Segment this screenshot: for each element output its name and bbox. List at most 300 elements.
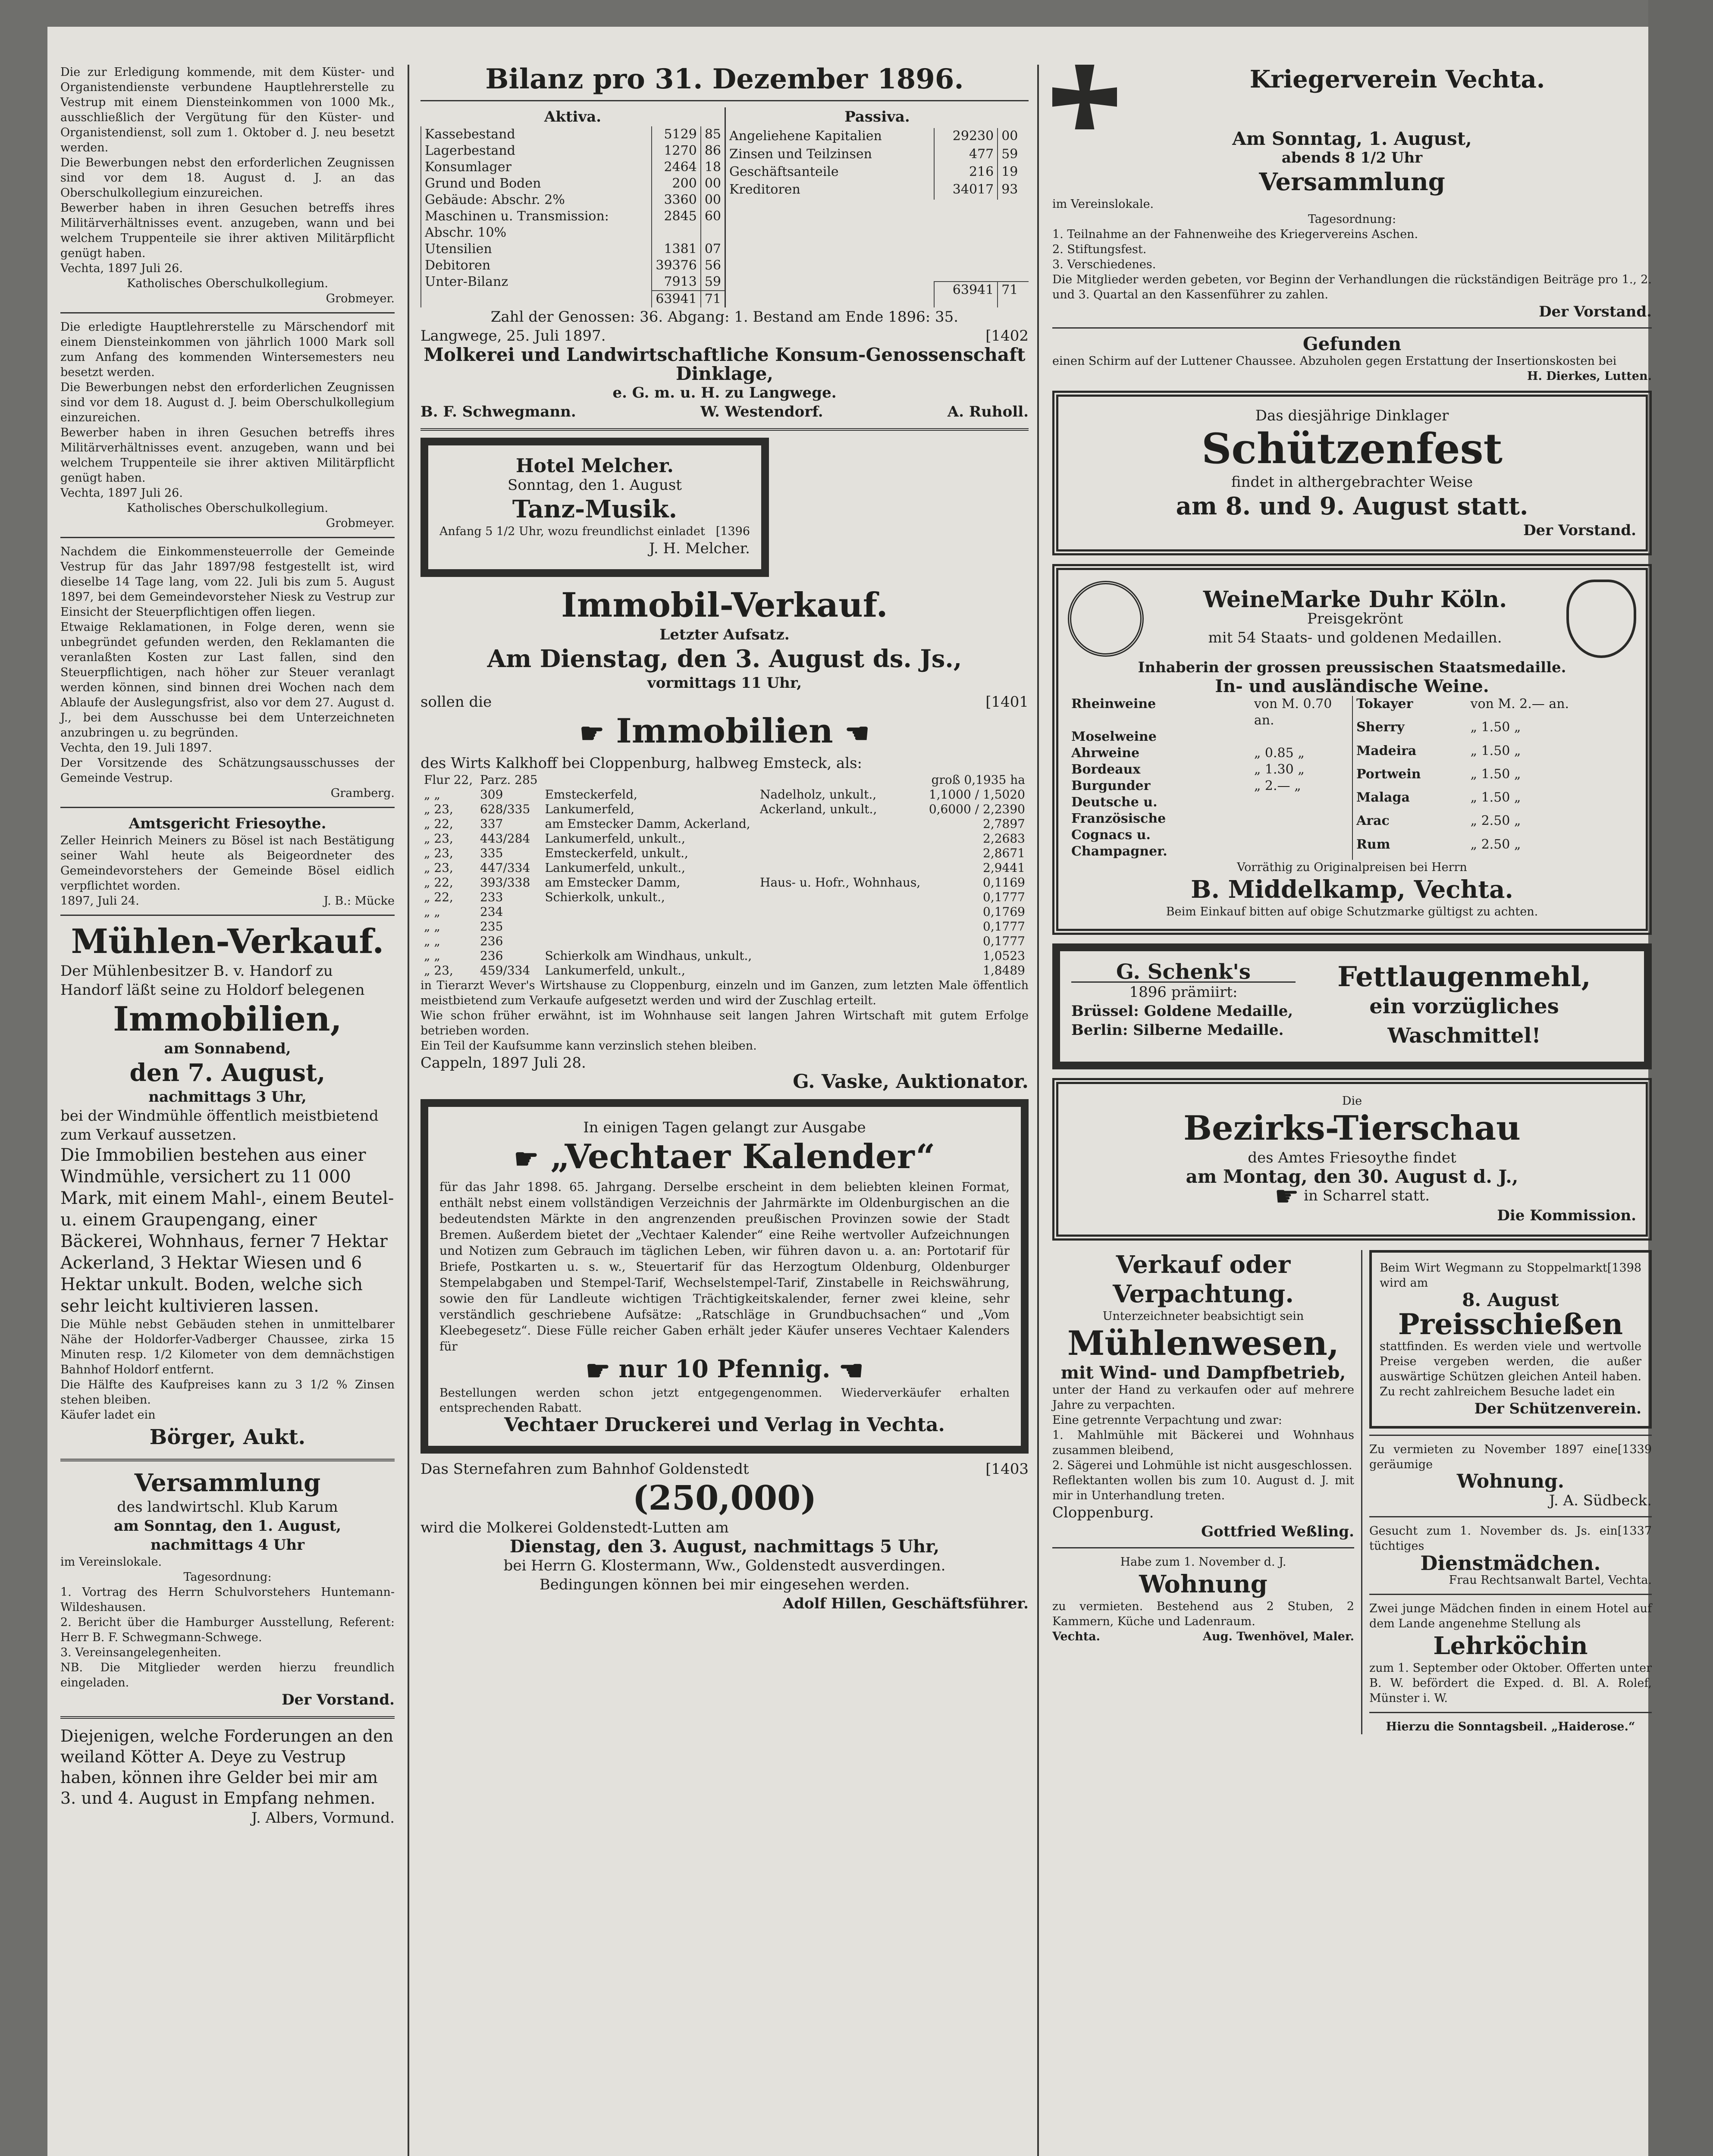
parcel-name: Lankumerfeld,: [545, 802, 634, 816]
parcel-size: 1,0523: [983, 948, 1025, 963]
ad-title: Verkauf oder: [1116, 1250, 1291, 1279]
ad-text: 1896 prämiirt:: [1129, 984, 1238, 1001]
ad-text: sollen die: [420, 693, 492, 711]
ad-text: Die Mitglieder werden gebeten, vor Beginn der Verhandlungen die rückständigen Beiträge pro 1., 2. und 3. Quartal an den Kassenführer zu zahlen.: [1052, 273, 1652, 301]
bilanz-place: Langwege, 25. Juli 1897.: [420, 327, 606, 345]
parcel-name: [541, 905, 756, 919]
parcel-kind: [756, 773, 925, 787]
parcel-parz: 443/284: [480, 831, 530, 846]
bilanz-row: [421, 208, 725, 241]
agenda-title: Tagesordnung:: [183, 1570, 272, 1584]
parcel-size: 0,1169: [983, 875, 1025, 890]
ad-time: nachmittags 3 Uhr,: [148, 1088, 307, 1106]
ad-text: bei der Windmühle öffentlich meistbietend zum Verkauf aussetzen.: [60, 1107, 379, 1144]
parcel-row: [420, 934, 1029, 949]
ad-signature: Der Vorstand.: [1539, 303, 1652, 320]
bilanz-label: Kreditoren: [725, 182, 934, 199]
ad-text: stattfinden. Es werden viele und wertvolle Preise vergeben werden, die außer auswärtige Schützen gleichen Anteil haben. Zu recht zahlreichem Besuche ladet ein: [1380, 1340, 1641, 1398]
ad-title: Mühlen-Verkauf.: [71, 922, 384, 961]
ad-sub: mit 54 Staats- und goldenen Medaillen.: [1208, 629, 1502, 646]
ad-text: Die Immobilien bestehen aus einer Windmühle, versichert zu 11 000 Mark, mit einem Mahl-, einem Beutel- u. einem Graupengang, einer Bäckerei, Wohnhaus, ferner 7 Hektar Ackerland, 3 Hektar Wiesen und 6 Hektar unkult. Boden, welche sich sehr leicht kultivieren lassen.: [60, 1145, 394, 1316]
ad-text: findet in althergebrachter Weise: [1231, 473, 1473, 491]
bilanz-pf: 00: [701, 175, 725, 192]
bilanz-org: Molkerei und Landwirtschaftliche Konsum-Genossenschaft Dinklage,: [424, 344, 1026, 384]
ad-ref: [1398: [1607, 1261, 1641, 1275]
ad-day: am Sonnabend,: [164, 1040, 291, 1057]
ad-slogan: ein vorzügliches Waschmittel!: [1369, 994, 1559, 1048]
aktiva-total: 63941: [652, 291, 700, 307]
ad-text: unter der Hand zu verkaufen oder auf mehrere Jahre zu verpachten.: [1052, 1383, 1354, 1412]
wine-price: von M. 0.70 an.: [1254, 696, 1332, 728]
parcel-kind: Ackerland, unkult.,: [760, 802, 877, 816]
parcel-name: am Emstecker Damm, Ackerland,: [545, 816, 750, 831]
parcel-kind: [756, 949, 925, 963]
wine-price: „ 2.— „: [1254, 778, 1301, 793]
ad-signature: Der Vorstand.: [282, 1691, 395, 1708]
ad-sub: des Amtes Friesoythe findet: [1248, 1149, 1456, 1166]
bilanz-mark: 7913: [652, 274, 700, 291]
bilanz-row: [725, 146, 1029, 164]
bilanz-aktiva: [420, 107, 725, 307]
bilanz-pf: 56: [701, 257, 725, 274]
ad-title: Hotel Melcher.: [516, 455, 674, 477]
pointing-hand-icon: ☛: [514, 1143, 539, 1175]
parcel-kind: [756, 817, 925, 831]
notice-signature: J. Albers, Vormund.: [251, 1809, 395, 1827]
parcel-row: [420, 831, 1029, 846]
ad-text: zu vermieten. Bestehend aus 2 Stuben, 2 Kammern, Küche und Ladenraum.: [1052, 1600, 1354, 1628]
bilanz-row: [421, 192, 725, 208]
wine-row: [1068, 827, 1352, 860]
ad-place: im Vereinslokale.: [1052, 197, 1154, 211]
ad-text: in Tierarzt Wever's Wirtshause zu Cloppenburg, einzeln und im Ganzen, zum letzten Male öffentlich meistbietend zum Verkaufe aufgesetzt werden und wird der Zuschlag erteilt.: [420, 978, 1029, 1007]
ad-text: Beim Wirt Wegmann zu Stoppelmarkt wird am: [1380, 1261, 1607, 1290]
ad-place: Cappeln, 1897 Juli 28.: [420, 1054, 586, 1072]
bilanz-signature: W. Westendorf.: [700, 403, 823, 420]
ad-intro: In einigen Tagen gelangt zur Ausgabe: [583, 1119, 866, 1136]
bilanz-label: Unter-Bilanz: [421, 274, 652, 291]
bilanz-label: Konsumlager: [421, 159, 652, 175]
notice-title: Amtsgericht Friesoythe.: [129, 815, 326, 832]
ad-signature: Frau Rechtsanwalt Bartel, Vechta.: [1449, 1573, 1652, 1587]
ad-schenk: [1052, 943, 1652, 1069]
ad-sub: Preisgekrönt: [1307, 610, 1403, 627]
ad-signature: J. A. Südbeck.: [1549, 1492, 1652, 1509]
notice-text: Etwaige Reklamationen, in Folge deren, wenn sie unbegründet gefunden werden, den Reklamanten die veranlaßten Kosten zur Last fallen, sind den Steuerpflichtigen, nach höher zur Steuer veranlagt werden können, sind binnen drei Wochen nach dem Ablaufe der Auslegungsfrist, also vor dem 27. August d. J., bei dem Ausschusse bei dem Unterzeichneten anzubringen u. zu begründen.: [60, 620, 395, 740]
ad-award: Berlin: Silberne Medaille.: [1071, 1022, 1284, 1039]
ad-signature: G. Vaske, Auktionator.: [793, 1070, 1029, 1093]
ad-ref: [1396: [715, 525, 750, 538]
bilanz-pf: 19: [998, 164, 1029, 182]
bilanz-mark: 477: [934, 146, 998, 164]
parcel-row: [420, 963, 1029, 978]
ad-text: Der Mühlenbesitzer B. v. Handorf zu Handorf läßt seine zu Holdorf belegenen: [60, 962, 365, 999]
wine-price: „ 2.50 „: [1470, 813, 1521, 829]
wine-name: Rheinweine: [1071, 696, 1156, 711]
divider: [1052, 327, 1652, 329]
bilanz-row: [725, 164, 1029, 182]
wine-name: Portwein: [1356, 766, 1421, 782]
notice-place: Vechta, den 19. Juli 1897.: [60, 741, 212, 755]
divider: [1369, 1435, 1652, 1436]
ad-text: wird die Molkerei Goldenstedt-Lutten am: [420, 1519, 729, 1537]
ad-ref: [1337: [1617, 1524, 1652, 1538]
ad-headline: Immobilien,: [113, 1000, 342, 1039]
parcel-size: 0,1777: [983, 919, 1025, 934]
wine-price: „ 1.50 „: [1470, 743, 1521, 758]
ad-sub: In- und ausländische Weine.: [1215, 676, 1489, 696]
notice-place: Vechta, 1897 Juli 26.: [60, 262, 183, 275]
coat-of-arms-icon: [1566, 580, 1636, 658]
bilanz-mark: 5129: [652, 126, 700, 143]
ad-title: Gefunden: [1302, 333, 1402, 354]
parcel-size: 2,9441: [983, 860, 1025, 875]
ad-headline: [420, 711, 1029, 754]
notice-signature: Der Vorsitzende des Schätzungsausschusses der Gemeinde Vestrup.: [60, 756, 395, 785]
pointing-hand-icon: ☛: [585, 1354, 610, 1387]
bilanz-label: Angeliehene Kapitalien: [725, 128, 934, 146]
ad-place: im Vereinslokale.: [60, 1555, 162, 1569]
parcel-size: 1,1000 / 1,5020: [929, 787, 1025, 802]
ad-title: Bezirks-Tierschau: [1183, 1109, 1521, 1148]
ad-headline: (250,000): [632, 1479, 817, 1518]
bilanz-label: Zinsen und Teilzinsen: [725, 146, 934, 164]
parcel-row: [420, 905, 1029, 919]
ad-date: Am Dienstag, den 3. August ds. Js.,: [487, 645, 962, 673]
wine-price: „ 1.50 „: [1470, 720, 1521, 735]
ad-title: Verpachtung.: [1113, 1280, 1294, 1308]
bilanz-row: [421, 257, 725, 274]
parcel-row: [420, 773, 1029, 787]
notice-signature: J. B.: Mücke: [323, 894, 395, 908]
divider: [1369, 1516, 1652, 1517]
bilanz-row: [725, 128, 1029, 146]
notice-signature: Grobmeyer.: [326, 292, 395, 305]
bilanz-row: [421, 175, 725, 192]
ad-date: am 8. und 9. August statt.: [1176, 492, 1528, 520]
agenda-item: NB. Die Mitglieder werden hierzu freundlich eingeladen.: [60, 1661, 395, 1689]
ad-signature: Der Vorstand.: [1523, 522, 1636, 539]
bilanz-pf: 93: [998, 182, 1029, 199]
ad-weine-duhr: [1052, 564, 1652, 935]
ad-signature: Aug. Twenhövel, Maler.: [1203, 1630, 1354, 1643]
ad-text: Reflektanten wollen bis zum 10. August d. J. mit mir in Unterhandlung treten.: [1052, 1474, 1354, 1502]
ad-hotel-melcher: [420, 438, 769, 577]
ad-headline: Mühlenwesen,: [1067, 1324, 1339, 1363]
ad-headline-text: Immobilien: [616, 711, 833, 751]
bilanz-mark: 1381: [652, 241, 700, 257]
parcel-row: [420, 919, 1029, 934]
parcel-flur: „ „: [424, 919, 440, 934]
parcel-flur: „ 22,: [424, 890, 453, 904]
divider: [60, 312, 395, 313]
ad-item: 2. Sägerei und Lohmühle ist nicht ausgeschlossen.: [1052, 1459, 1352, 1472]
ad-time: abends 8 1/2 Uhr: [1281, 149, 1423, 166]
parcel-size: 0,1777: [983, 934, 1025, 948]
ad-signature: Der Schützenverein.: [1474, 1400, 1641, 1417]
bilanz-row: [421, 159, 725, 175]
bilanz-mark: 3360: [652, 192, 700, 208]
ad-time: vormittags 11 Uhr,: [647, 674, 802, 692]
column-right: [1052, 65, 1652, 1734]
parcel-table: [420, 773, 1029, 978]
bilanz-pf: 07: [701, 241, 725, 257]
bilanz-mark: 29230: [934, 128, 998, 146]
ad-signature: Die Kommission.: [1497, 1207, 1636, 1224]
supplement-note: Hierzu die Sonntagsbeil. „Haiderose.“: [1386, 1720, 1635, 1733]
ad-title: Lehrköchin: [1433, 1632, 1588, 1660]
ad-text: Ein Teil der Kaufsumme kann verzinslich stehen bleiben.: [420, 1039, 757, 1053]
wine-row: [1352, 696, 1636, 719]
wine-price: [1251, 794, 1352, 827]
parcel-name: Lankumerfeld, unkult.,: [545, 860, 685, 875]
parcel-parz: 628/335: [480, 802, 530, 816]
wine-row: [1068, 696, 1352, 729]
bilanz-signature: A. Ruholl.: [947, 403, 1029, 420]
wine-name: Burgunder: [1071, 778, 1151, 793]
wine-price: [1251, 729, 1352, 745]
parcel-size: 1,8489: [983, 963, 1025, 978]
bilanz-mark: 216: [934, 164, 998, 182]
ad-text: bei Herrn G. Klostermann, Ww., Goldenstedt ausverdingen.: [503, 1557, 946, 1575]
wine-name: Cognacs u. Champagner.: [1071, 827, 1167, 859]
parcel-parz: 236: [480, 934, 503, 948]
ad-signature: Vechtaer Druckerei und Verlag in Vechta.: [504, 1414, 945, 1436]
passiva-total-pf: 71: [998, 282, 1029, 307]
wine-name: Deutsche u. Französische: [1071, 795, 1166, 826]
parcel-size: 2,2683: [983, 831, 1025, 846]
wine-name: Madeira: [1356, 743, 1417, 758]
parcel-size: 2,8671: [983, 846, 1025, 860]
parcel-parz: 235: [480, 919, 503, 934]
wine-name: Malaga: [1356, 790, 1410, 805]
ad-text: Anfang 5 1/2 Uhr, wozu freundlichst einladet: [439, 525, 705, 538]
ad-signature: J. H. Melcher.: [649, 540, 750, 557]
ad-intro: Die: [1342, 1094, 1362, 1108]
ad-text: Käufer ladet ein: [60, 1408, 156, 1422]
parcel-kind: [756, 890, 925, 905]
ad-tierschau: [1052, 1078, 1652, 1241]
wine-row: [1068, 745, 1352, 761]
ad-date: Dienstag, den 3. August, nachmittags 5 Uhr,: [509, 1536, 940, 1557]
bilanz-mark: 2464: [652, 159, 700, 175]
ad-dealer: B. Middelkamp, Vechta.: [1191, 875, 1513, 904]
parcel-flur: „ 22,: [424, 875, 453, 890]
parcel-size: 0,1769: [983, 904, 1025, 919]
agenda-item: 1. Teilnahme an der Fahnenweihe des Kriegervereins Aschen.: [1052, 228, 1418, 241]
wine-price: „ 1.50 „: [1470, 766, 1521, 782]
parcel-row: [420, 861, 1029, 875]
ad-title: [439, 1137, 1010, 1179]
parcel-parz: 236: [480, 948, 503, 963]
ad-text: Zu vermieten zu November 1897 eine geräumige: [1369, 1443, 1618, 1471]
parcel-flur: „ 23,: [424, 846, 453, 860]
ad-title: Versammlung: [134, 1469, 321, 1497]
passiva-title: Passiva.: [844, 108, 910, 125]
parcel-kind: [756, 963, 925, 978]
wine-row: [1352, 813, 1636, 836]
ad-product: Fettlaugenmehl,: [1337, 961, 1591, 993]
agenda-item: 2. Bericht über die Hamburger Ausstellung, Referent: Herr B. F. Schwegmann-Schwege.: [60, 1616, 395, 1644]
parcel-parz: 393/338: [480, 875, 530, 890]
bilanz-pf: 18: [701, 159, 725, 175]
parcel-row: [420, 787, 1029, 802]
ad-text: einen Schirm auf der Luttener Chaussee. Abzuholen gegen Erstattung der Insertionskosten bei: [1052, 354, 1617, 368]
ad-date: den 7. August,: [129, 1059, 326, 1087]
ad-text: des Wirts Kalkhoff bei Cloppenburg, halbweg Emsteck, als:: [420, 754, 862, 772]
divider: [1369, 1712, 1652, 1713]
ad-date: am Montag, den 30. August d. J.,: [1186, 1166, 1518, 1187]
wine-name: Moselweine: [1071, 729, 1157, 744]
parcel-row: [420, 890, 1029, 905]
ad-place: Cloppenburg.: [1052, 1504, 1154, 1521]
parcel-name: Emsteckerfeld,: [545, 787, 637, 802]
wine-row: [1352, 743, 1636, 766]
parcel-name: Lankumerfeld, unkult.,: [545, 963, 685, 978]
agenda-title: Tagesordnung:: [1308, 213, 1396, 226]
ad-price-text: nur 10 Pfennig.: [618, 1355, 831, 1383]
parcel-kind: [756, 831, 925, 846]
parcel-flur: „ „: [424, 904, 440, 919]
agenda-item: 1. Vortrag des Herrn Schulvorstehers Huntemann-Wildeshausen.: [60, 1586, 395, 1614]
parcel-kind: [756, 846, 925, 861]
wine-row: [1352, 837, 1636, 860]
bilanz-row: [421, 143, 725, 159]
ad-sternefahren: [420, 1460, 1029, 1613]
ad-text: für das Jahr 1898. 65. Jahrgang. Derselbe erscheint in dem beliebten kleinen Format, enthält nebst einem vollständigen Verzeichnis der Jahrmärkte im Oldenburgischen an die bedeutendsten Märkte in den angrenzenden preußischen Provinzen sowie der Stadt Bremen. Außerdem bietet der „Vechtaer Kalender“ eine Reihe wertvoller Aufzeichnungen und Notizen zum Gebrauch im täglichen Leben, wir führen davon u. a. an: Portotarif für Briefe, Postkarten u. s. w., Steuertarif für das Herzogtum Oldenburg, Oldenburger Stempelabgaben und Stempel-Tarif, Wechselstempel-Tarif, Zinstabelle in Reichswährung, sowie den für Landleute wichtigen Trächtigkeitskalender, ferner zwei kleine, sehr verständlich geschriebene Aufsätze: „Ratschläge in Grundbuchsachen“ und „Vom Kleebegesetz“. Diese Fülle reicher Gaben erhält jeder Käufer unseres Vechtaer Kalenders für: [439, 1180, 1010, 1354]
parcel-kind: [756, 934, 925, 949]
notice-text: Bewerber haben in ihren Gesuchen betreffs ihres Militärverhältnisses event. anzugeben, wann und bei welchem Truppenteile sie ihrer aktiven Militärpflicht genügt haben.: [60, 201, 395, 260]
bilanz-title: Bilanz pro 31. Dezember 1896.: [485, 63, 964, 95]
parcel-row: [420, 875, 1029, 890]
pointing-hand-icon: ☚: [844, 717, 870, 750]
parcel-flur: „ 23,: [424, 831, 453, 846]
ad-muehlenwesen: [1052, 1250, 1362, 1734]
wine-name: Tokayer: [1356, 696, 1413, 711]
ad-signature: H. Dierkes, Lutten.: [1527, 370, 1652, 383]
parcel-row: [420, 817, 1029, 831]
bilanz-passiva: [725, 107, 1029, 307]
wine-price: „ 1.50 „: [1470, 790, 1521, 805]
ad-vechtaer-kalender: [420, 1099, 1029, 1454]
ad-text: zum 1. September oder Oktober. Offerten unter B. W. befördert die Exped. d. Bl. A. Rolef, Münster i. W.: [1369, 1661, 1652, 1705]
bilanz-mark: 1270: [652, 143, 700, 159]
bilanz-org2: e. G. m. u. H. zu Langwege.: [612, 384, 837, 401]
ad-muehlen-verkauf: [60, 922, 395, 1452]
wine-list-left: [1068, 696, 1352, 860]
bilanz-mark: 200: [652, 175, 700, 192]
ad-gefunden: [1052, 335, 1652, 384]
ad-ref: [1403: [985, 1460, 1029, 1478]
notice-text: Die erledigte Hauptlehrerstelle zu Märschendorf mit einem Diensteinkommen von jährlich 1000 Mark soll zum Anfang des kommenden Wintersemesters neu besetzt werden.: [60, 320, 395, 379]
parcel-parz: 234: [480, 904, 503, 919]
bilanz-row: [421, 274, 725, 291]
ad-text: Zwei junge Mädchen finden in einem Hotel auf dem Lande angenehme Stellung als: [1369, 1602, 1652, 1630]
wine-name: Ahrweine: [1071, 746, 1140, 761]
divider: [60, 537, 395, 538]
wine-price: „ 1.30 „: [1254, 762, 1305, 777]
column-rule: [1037, 65, 1039, 2156]
ad-place: [1068, 1181, 1636, 1213]
aktiva-title: Aktiva.: [544, 108, 602, 125]
parcel-kind: [756, 919, 925, 934]
ad-place-text: in Scharrel statt.: [1304, 1187, 1430, 1204]
parcel-name: Lankumerfeld, unkult.,: [545, 831, 685, 846]
parcel-flur: „ „: [424, 934, 440, 948]
ad-text: Eine getrennte Verpachtung und zwar:: [1052, 1413, 1282, 1427]
parcel-parz: Parz. 285: [480, 772, 538, 787]
divider: [420, 100, 1029, 101]
bilanz-pf: 85: [701, 126, 725, 143]
wine-name: Rum: [1356, 837, 1390, 852]
ad-preisschiessen: [1369, 1250, 1652, 1429]
ad-date: am Sonntag, den 1. August, nachmittags 4 Uhr: [113, 1517, 342, 1554]
divider: [1052, 1547, 1354, 1548]
ad-ref: [1339: [1617, 1443, 1652, 1456]
ad-title: Dienstmädchen.: [1420, 1551, 1601, 1575]
bilanz-members: Zahl der Genossen: 36. Abgang: 1. Bestand am Ende 1896: 35.: [490, 308, 959, 326]
parcel-size: groß 0,1935 ha: [931, 772, 1025, 787]
notice-signature: Gramberg.: [330, 787, 395, 800]
bilanz-pf: 86: [701, 143, 725, 159]
divider: [60, 915, 395, 916]
parcel-flur: „ 22,: [424, 816, 453, 831]
bilanz-signature: B. F. Schwegmann.: [420, 403, 576, 420]
parcel-flur: „ 23,: [424, 963, 453, 978]
notice-maerschendorf: [60, 320, 395, 531]
ad-sub: Unterzeichneter beabsichtigt sein: [1102, 1310, 1304, 1323]
ad-ref: [1401: [985, 693, 1029, 711]
notice-text: Diejenigen, welche Forderungen an den weiland Kötter A. Deye zu Vestrup haben, können ihre Gelder bei mir am 3. und 4. August in Empfang nehmen.: [60, 1727, 394, 1808]
divider: [60, 1459, 395, 1461]
bilanz-pf: 60: [701, 208, 725, 241]
parcel-parz: 309: [480, 787, 503, 802]
wine-name: Arac: [1356, 813, 1390, 829]
wine-row: [1068, 729, 1352, 745]
parcel-name: [541, 919, 756, 934]
parcel-row: [420, 846, 1029, 861]
ad-title: Preisschießen: [1398, 1307, 1623, 1341]
ad-title: Wohnung: [1139, 1570, 1267, 1598]
ad-title: Kriegerverein Vechta.: [1249, 65, 1545, 94]
parcel-parz: 337: [480, 816, 503, 831]
column-left: [60, 65, 395, 1827]
bilanz-label: Kassebestand: [421, 126, 652, 143]
parcel-kind: Nadelholz, unkult.,: [760, 787, 877, 802]
divider: [420, 428, 1029, 431]
ad-text: Gesucht zum 1. November ds. Js. ein tüchtiges: [1369, 1524, 1618, 1553]
divider: [60, 807, 395, 808]
agenda-item: 3. Vereinsangelegenheiten.: [60, 1646, 221, 1659]
bilanz-ref: [1402: [985, 327, 1029, 345]
notice-date: 1897, Juli 24.: [60, 894, 139, 908]
parcel-flur: „ „: [424, 948, 440, 963]
parcel-row: [420, 802, 1029, 817]
ad-date: 8. August: [1462, 1289, 1559, 1310]
bilanz-mark: 2845: [652, 208, 700, 241]
wine-name: Sherry: [1356, 720, 1405, 735]
bilanz-mark: 39376: [652, 257, 700, 274]
notice-place: Vechta, 1897 Juli 26.: [60, 486, 183, 500]
agenda-item: 3. Verschiedenes.: [1052, 258, 1156, 271]
notice-signature: Katholisches Oberschulkollegium.: [127, 501, 328, 515]
ad-text: Bedingungen können bei mir eingesehen werden.: [539, 1576, 910, 1594]
ad-intro: Habe zum 1. November d. J.: [1120, 1555, 1286, 1569]
parcel-size: 0,1777: [983, 890, 1025, 904]
medal-icon: [1068, 581, 1144, 657]
notice-text: Die Bewerbungen nebst den erforderlichen Zeugnissen sind vor dem 18. August d. J. an das Oberschulkollegium einzureichen.: [60, 156, 395, 200]
aktiva-total-pf: 71: [701, 291, 725, 307]
